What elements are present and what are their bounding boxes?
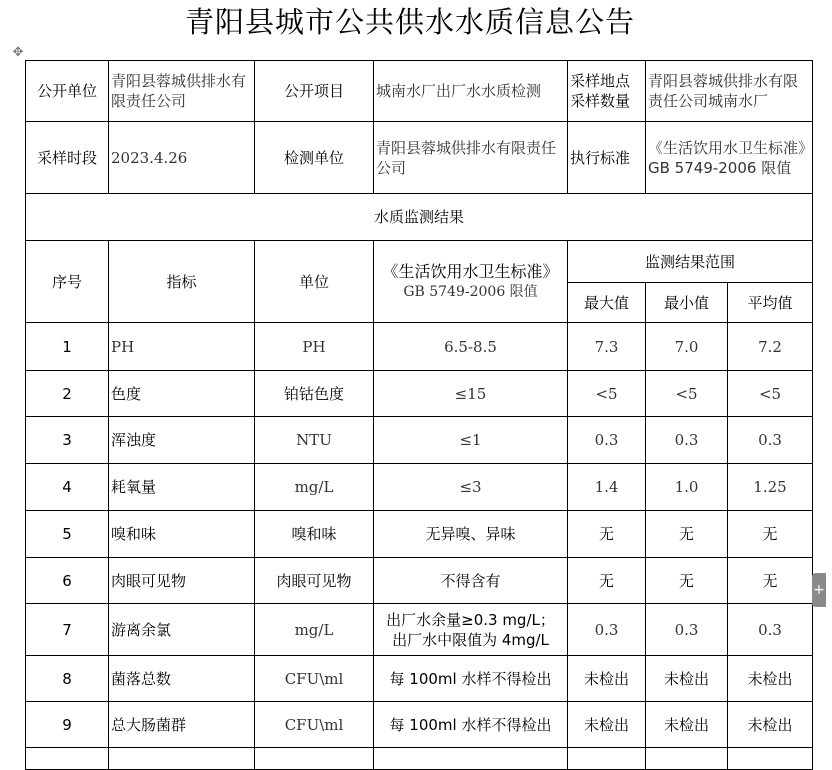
col-range-header: 监测结果范围 bbox=[568, 241, 813, 283]
col-limit-header bbox=[374, 241, 568, 323]
row-max: 未检出 bbox=[568, 656, 646, 702]
table-row bbox=[26, 604, 813, 656]
row-min bbox=[646, 748, 728, 770]
site-label bbox=[568, 61, 646, 122]
row-max: 7.3 bbox=[568, 323, 646, 371]
row-no: 7 bbox=[26, 604, 109, 656]
period-label: 采样时段 bbox=[26, 122, 109, 194]
row-limit bbox=[374, 604, 568, 656]
col-min-header: 最小值 bbox=[646, 283, 728, 323]
col-indicator-header: 指标 bbox=[109, 241, 255, 323]
row-indicator: 浑浊度 bbox=[109, 417, 255, 464]
row-no: 2 bbox=[26, 371, 109, 417]
table-row bbox=[26, 371, 813, 417]
row-limit: 无异嗅、异味 bbox=[374, 511, 568, 558]
row-no bbox=[26, 748, 109, 770]
standard-label: 执行标准 bbox=[568, 122, 646, 194]
row-unit: mg/L bbox=[255, 464, 374, 511]
col-limit-header-line-1: 《生活饮用水卫生标准》 bbox=[382, 261, 559, 281]
row-unit: mg/L bbox=[255, 604, 374, 656]
row-min: 0.3 bbox=[646, 604, 728, 656]
row-avg: 未检出 bbox=[728, 702, 813, 748]
row-min: 未检出 bbox=[646, 656, 728, 702]
lab-label: 检测单位 bbox=[255, 122, 374, 194]
table-row bbox=[26, 323, 813, 371]
row-max: 未检出 bbox=[568, 702, 646, 748]
row-indicator bbox=[109, 748, 255, 770]
row-max: 无 bbox=[568, 511, 646, 558]
row-no: 6 bbox=[26, 558, 109, 604]
row-no: 1 bbox=[26, 323, 109, 371]
row-min: 无 bbox=[646, 558, 728, 604]
publisher-label: 公开单位 bbox=[26, 61, 109, 122]
row-min: 0.3 bbox=[646, 417, 728, 464]
row-limit: 每 100ml 水样不得检出 bbox=[374, 656, 568, 702]
row-no: 9 bbox=[26, 702, 109, 748]
row-indicator: 嗅和味 bbox=[109, 511, 255, 558]
row-max: 无 bbox=[568, 558, 646, 604]
row-avg: <5 bbox=[728, 371, 813, 417]
row-no: 3 bbox=[26, 417, 109, 464]
header-row-1 bbox=[26, 241, 813, 283]
page-title: 青阳县城市公共供水水质信息公告 bbox=[184, 5, 635, 39]
row-no: 5 bbox=[26, 511, 109, 558]
row-indicator: PH bbox=[109, 323, 255, 371]
row-avg: 无 bbox=[728, 558, 813, 604]
row-indicator: 耗氧量 bbox=[109, 464, 255, 511]
site-label-line-2: 采样数量 bbox=[570, 92, 631, 110]
row-avg: 7.2 bbox=[728, 323, 813, 371]
row-avg bbox=[728, 748, 813, 770]
row-limit: ≤15 bbox=[374, 371, 568, 417]
row-min: 7.0 bbox=[646, 323, 728, 371]
row-limit: 每 100ml 水样不得检出 bbox=[374, 702, 568, 748]
lab-value: 青阳县蓉城供排水有限责任公司 bbox=[374, 122, 568, 194]
table-row bbox=[26, 511, 813, 558]
period-value: 2023.4.26 bbox=[109, 122, 255, 194]
info-row-1 bbox=[26, 61, 813, 122]
row-indicator: 菌落总数 bbox=[109, 656, 255, 702]
row-unit: CFU\ml bbox=[255, 702, 374, 748]
item-value: 城南水厂出厂水水质检测 bbox=[374, 61, 568, 122]
site-value: 青阳县蓉城供排水有限责任公司城南水厂 bbox=[646, 61, 813, 122]
col-limit-header-line-2: GB 5749-2006 限值 bbox=[403, 283, 538, 300]
water-quality-table bbox=[25, 60, 813, 770]
standard-value: 《生活饮用水卫生标准》GB 5749-2006 限值 bbox=[646, 122, 813, 194]
row-unit: 肉眼可见物 bbox=[255, 558, 374, 604]
table-row bbox=[26, 702, 813, 748]
section-row bbox=[26, 194, 813, 241]
col-unit-header: 单位 bbox=[255, 241, 374, 323]
table-row bbox=[26, 748, 813, 770]
row-limit: ≤1 bbox=[374, 417, 568, 464]
row-unit: 铂钴色度 bbox=[255, 371, 374, 417]
row-indicator: 总大肠菌群 bbox=[109, 702, 255, 748]
section-title: 水质监测结果 bbox=[26, 194, 813, 241]
site-label-line-1: 采样地点 bbox=[570, 72, 631, 90]
row-limit-line-1: 出厂水余量≥0.3 mg/L； bbox=[386, 610, 555, 629]
expand-tab-icon[interactable]: + bbox=[812, 573, 826, 607]
info-row-2 bbox=[26, 122, 813, 194]
row-unit: 嗅和味 bbox=[255, 511, 374, 558]
row-limit-line-2: 出厂水中限值为 4mg/L bbox=[392, 630, 549, 649]
row-unit bbox=[255, 748, 374, 770]
row-avg: 无 bbox=[728, 511, 813, 558]
row-min: 无 bbox=[646, 511, 728, 558]
table-row bbox=[26, 464, 813, 511]
row-avg: 1.25 bbox=[728, 464, 813, 511]
row-no: 8 bbox=[26, 656, 109, 702]
item-label: 公开项目 bbox=[255, 61, 374, 122]
row-avg: 0.3 bbox=[728, 417, 813, 464]
row-no: 4 bbox=[26, 464, 109, 511]
row-avg: 未检出 bbox=[728, 656, 813, 702]
row-indicator: 色度 bbox=[109, 371, 255, 417]
row-min: 未检出 bbox=[646, 702, 728, 748]
publisher-value: 青阳县蓉城供排水有限责任公司 bbox=[109, 61, 255, 122]
row-max: 1.4 bbox=[568, 464, 646, 511]
row-unit: PH bbox=[255, 323, 374, 371]
row-min: 1.0 bbox=[646, 464, 728, 511]
row-limit: ≤3 bbox=[374, 464, 568, 511]
row-indicator: 游离余氯 bbox=[109, 604, 255, 656]
table-row bbox=[26, 417, 813, 464]
row-max bbox=[568, 748, 646, 770]
row-limit: 不得含有 bbox=[374, 558, 568, 604]
row-limit bbox=[374, 748, 568, 770]
row-indicator: 肉眼可见物 bbox=[109, 558, 255, 604]
table-row bbox=[26, 558, 813, 604]
col-avg-header: 平均值 bbox=[728, 283, 813, 323]
row-max: <5 bbox=[568, 371, 646, 417]
row-min: <5 bbox=[646, 371, 728, 417]
row-max: 0.3 bbox=[568, 604, 646, 656]
row-max: 0.3 bbox=[568, 417, 646, 464]
row-limit: 6.5-8.5 bbox=[374, 323, 568, 371]
col-no-header: 序号 bbox=[26, 241, 109, 323]
col-max-header: 最大值 bbox=[568, 283, 646, 323]
row-avg: 0.3 bbox=[728, 604, 813, 656]
row-unit: CFU\ml bbox=[255, 656, 374, 702]
move-handle-icon[interactable]: ✥ bbox=[12, 45, 24, 60]
table-row bbox=[26, 656, 813, 702]
row-unit: NTU bbox=[255, 417, 374, 464]
